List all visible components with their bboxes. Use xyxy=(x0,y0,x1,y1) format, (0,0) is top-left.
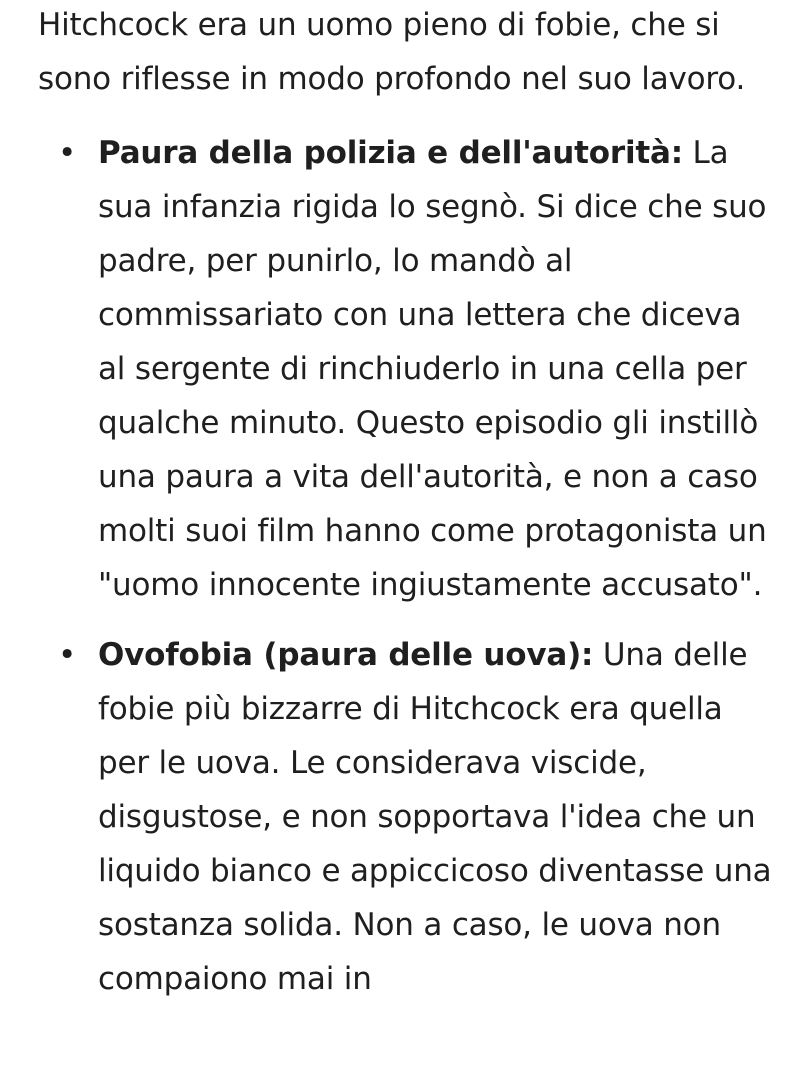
document-body xyxy=(38,0,778,1022)
list-item-ovophobia xyxy=(38,628,778,1006)
bullet-icon: • xyxy=(58,637,77,673)
list-item-police-fear xyxy=(38,126,778,612)
intro-paragraph: Hitchcock era un uomo pieno di fobie, che si sono riflesse in modo profondo nel suo lavoro. xyxy=(38,7,746,97)
list-item-text: La sua infanzia rigida lo segnò. Si dice che suo padre, per punirlo, lo mandò al commissariato con una lettera che diceva al sergente di rinchiuderlo in una cella per qualche minuto. Questo episodio gli instillò una paura a vita dell'autorità, e non a caso molti suoi film hanno come protagonista un "uomo innocente ingiustamente accusato". xyxy=(98,135,767,603)
phobia-list xyxy=(38,126,778,1006)
list-item-term: Paura della polizia e dell'autorità: xyxy=(98,135,683,171)
list-item-text: Una delle fobie più bizzarre di Hitchcock era quella per le uova. Le considerava viscide, disgustose, e non sopportava l'idea che un liquido bianco e appiccicoso diventasse una sostanza solida. Non a caso, le uova non compaiono mai in xyxy=(98,637,772,997)
list-item-term: Ovofobia (paura delle uova): xyxy=(98,637,594,673)
bullet-icon: • xyxy=(58,135,77,171)
